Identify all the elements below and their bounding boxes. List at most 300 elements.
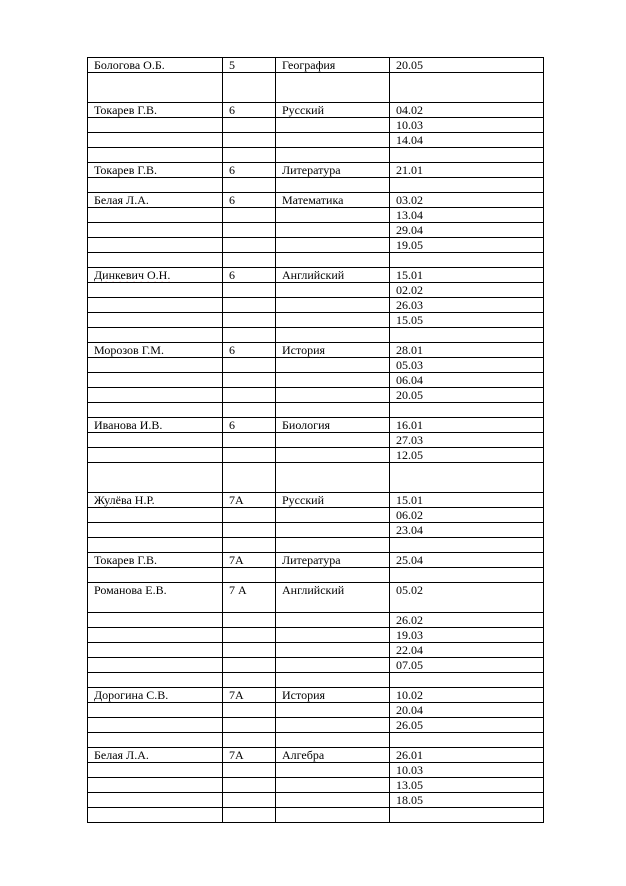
teacher-cell bbox=[88, 163, 223, 178]
table-row bbox=[88, 643, 544, 658]
teacher-cell bbox=[88, 148, 223, 163]
subject-cell bbox=[276, 58, 390, 73]
table-row bbox=[88, 358, 544, 373]
grade-cell bbox=[223, 733, 276, 748]
teacher-cell bbox=[88, 253, 223, 268]
teacher-cell bbox=[88, 673, 223, 688]
table-row bbox=[88, 778, 544, 793]
subject-cell bbox=[276, 223, 390, 238]
date-cell-text: 16.01 bbox=[396, 418, 423, 432]
date-cell-text: 15.05 bbox=[396, 313, 423, 327]
date-cell-text: 07.05 bbox=[396, 658, 423, 672]
table-row bbox=[88, 673, 544, 688]
date-cell-text: 20.05 bbox=[396, 58, 423, 72]
date-cell-text: 26.02 bbox=[396, 613, 423, 627]
grade-cell bbox=[223, 193, 276, 208]
table-row bbox=[88, 508, 544, 523]
date-cell bbox=[390, 178, 544, 193]
subject-cell bbox=[276, 553, 390, 568]
date-cell bbox=[390, 238, 544, 253]
grade-cell-text: 7А bbox=[229, 688, 244, 702]
date-cell-text: 10.03 bbox=[396, 118, 423, 132]
grade-cell bbox=[223, 178, 276, 193]
table-row bbox=[88, 148, 544, 163]
date-cell-text: 25.04 bbox=[396, 553, 423, 567]
grade-cell-text: 6 bbox=[229, 343, 235, 357]
teacher-cell bbox=[88, 748, 223, 763]
grade-cell bbox=[223, 568, 276, 583]
grade-cell bbox=[223, 358, 276, 373]
date-cell bbox=[390, 268, 544, 283]
teacher-cell bbox=[88, 448, 223, 463]
grade-cell bbox=[223, 463, 276, 493]
table-row bbox=[88, 763, 544, 778]
date-cell-text: 06.02 bbox=[396, 508, 423, 522]
subject-cell bbox=[276, 778, 390, 793]
teacher-cell bbox=[88, 343, 223, 358]
teacher-cell bbox=[88, 418, 223, 433]
subject-cell bbox=[276, 703, 390, 718]
grade-cell bbox=[223, 238, 276, 253]
subject-cell bbox=[276, 313, 390, 328]
subject-cell bbox=[276, 328, 390, 343]
grade-cell bbox=[223, 283, 276, 298]
grade-cell bbox=[223, 538, 276, 553]
table-row bbox=[88, 343, 544, 358]
teacher-cell bbox=[88, 793, 223, 808]
date-cell bbox=[390, 508, 544, 523]
date-cell bbox=[390, 253, 544, 268]
teacher-cell bbox=[88, 778, 223, 793]
subject-cell bbox=[276, 673, 390, 688]
subject-cell bbox=[276, 448, 390, 463]
schedule-table-body bbox=[88, 58, 544, 823]
table-row bbox=[88, 163, 544, 178]
subject-cell-text: Английский bbox=[282, 583, 345, 597]
grade-cell bbox=[223, 448, 276, 463]
teacher-cell bbox=[88, 208, 223, 223]
date-cell bbox=[390, 358, 544, 373]
teacher-cell bbox=[88, 178, 223, 193]
date-cell-text: 27.03 bbox=[396, 433, 423, 447]
date-cell bbox=[390, 208, 544, 223]
subject-cell bbox=[276, 433, 390, 448]
teacher-cell bbox=[88, 193, 223, 208]
grade-cell bbox=[223, 643, 276, 658]
subject-cell-text: Алгебра bbox=[282, 748, 325, 762]
date-cell bbox=[390, 448, 544, 463]
subject-cell bbox=[276, 733, 390, 748]
grade-cell bbox=[223, 763, 276, 778]
subject-cell-text: Русский bbox=[282, 103, 324, 117]
teacher-cell bbox=[88, 133, 223, 148]
teacher-cell bbox=[88, 523, 223, 538]
subject-cell bbox=[276, 73, 390, 103]
teacher-cell bbox=[88, 733, 223, 748]
grade-cell bbox=[223, 628, 276, 643]
teacher-cell-text: Динкевич О.Н. bbox=[94, 268, 171, 282]
table-row bbox=[88, 718, 544, 733]
date-cell bbox=[390, 628, 544, 643]
grade-cell-text: 6 bbox=[229, 163, 235, 177]
date-cell bbox=[390, 148, 544, 163]
table-row bbox=[88, 328, 544, 343]
table-row bbox=[88, 253, 544, 268]
date-cell-text: 28.01 bbox=[396, 343, 423, 357]
date-cell-text: 18.05 bbox=[396, 793, 423, 807]
grade-cell bbox=[223, 418, 276, 433]
grade-cell bbox=[223, 658, 276, 673]
table-row bbox=[88, 223, 544, 238]
subject-cell bbox=[276, 118, 390, 133]
grade-cell bbox=[223, 313, 276, 328]
date-cell-text: 26.05 bbox=[396, 718, 423, 732]
date-cell bbox=[390, 493, 544, 508]
teacher-cell bbox=[88, 103, 223, 118]
subject-cell bbox=[276, 628, 390, 643]
date-cell-text: 12.05 bbox=[396, 448, 423, 462]
date-cell-text: 23.04 bbox=[396, 523, 423, 537]
grade-cell-text: 6 bbox=[229, 193, 235, 207]
teacher-cell bbox=[88, 373, 223, 388]
teacher-cell-text: Иванова И.В. bbox=[94, 418, 163, 432]
date-cell-text: 05.02 bbox=[396, 583, 423, 597]
grade-cell bbox=[223, 403, 276, 418]
subject-cell-text: География bbox=[282, 58, 336, 72]
date-cell-text: 13.04 bbox=[396, 208, 423, 222]
table-row bbox=[88, 553, 544, 568]
table-row bbox=[88, 118, 544, 133]
table-row bbox=[88, 523, 544, 538]
teacher-cell bbox=[88, 58, 223, 73]
grade-cell bbox=[223, 223, 276, 238]
table-row bbox=[88, 208, 544, 223]
subject-cell bbox=[276, 808, 390, 823]
teacher-cell bbox=[88, 268, 223, 283]
date-cell bbox=[390, 718, 544, 733]
date-cell bbox=[390, 313, 544, 328]
date-cell bbox=[390, 193, 544, 208]
teacher-cell-text: Романова Е.В. bbox=[94, 583, 167, 597]
subject-cell-text: История bbox=[282, 343, 326, 357]
teacher-cell bbox=[88, 223, 223, 238]
subject-cell bbox=[276, 523, 390, 538]
grade-cell-text: 6 bbox=[229, 103, 235, 117]
date-cell bbox=[390, 658, 544, 673]
teacher-cell bbox=[88, 298, 223, 313]
date-cell bbox=[390, 433, 544, 448]
date-cell bbox=[390, 343, 544, 358]
date-cell bbox=[390, 733, 544, 748]
teacher-cell-text: Белая Л.А. bbox=[94, 748, 149, 762]
teacher-cell-text: Токарев Г.В. bbox=[94, 553, 157, 567]
grade-cell bbox=[223, 118, 276, 133]
teacher-cell bbox=[88, 283, 223, 298]
date-cell-text: 10.02 bbox=[396, 688, 423, 702]
grade-cell bbox=[223, 553, 276, 568]
teacher-cell bbox=[88, 388, 223, 403]
teacher-cell bbox=[88, 613, 223, 628]
date-cell bbox=[390, 553, 544, 568]
subject-cell bbox=[276, 463, 390, 493]
grade-cell bbox=[223, 808, 276, 823]
subject-cell bbox=[276, 493, 390, 508]
teacher-cell bbox=[88, 628, 223, 643]
teacher-cell bbox=[88, 553, 223, 568]
grade-cell bbox=[223, 778, 276, 793]
teacher-cell-text: Морозов Г.М. bbox=[94, 343, 164, 357]
subject-cell bbox=[276, 643, 390, 658]
grade-cell bbox=[223, 298, 276, 313]
grade-cell bbox=[223, 388, 276, 403]
date-cell bbox=[390, 748, 544, 763]
date-cell-text: 29.04 bbox=[396, 223, 423, 237]
subject-cell bbox=[276, 763, 390, 778]
subject-cell bbox=[276, 193, 390, 208]
date-cell bbox=[390, 118, 544, 133]
date-cell bbox=[390, 58, 544, 73]
date-cell bbox=[390, 403, 544, 418]
date-cell-text: 22.04 bbox=[396, 643, 423, 657]
teacher-cell bbox=[88, 73, 223, 103]
grade-cell bbox=[223, 523, 276, 538]
date-cell-text: 19.05 bbox=[396, 238, 423, 252]
teacher-cell-text: Белая Л.А. bbox=[94, 193, 149, 207]
grade-cell-text: 6 bbox=[229, 418, 235, 432]
date-cell-text: 13.05 bbox=[396, 778, 423, 792]
date-cell bbox=[390, 73, 544, 103]
grade-cell bbox=[223, 493, 276, 508]
table-row bbox=[88, 628, 544, 643]
date-cell-text: 26.01 bbox=[396, 748, 423, 762]
grade-cell bbox=[223, 718, 276, 733]
teacher-cell bbox=[88, 463, 223, 493]
subject-cell bbox=[276, 403, 390, 418]
grade-cell bbox=[223, 208, 276, 223]
table-row bbox=[88, 688, 544, 703]
grade-cell bbox=[223, 433, 276, 448]
subject-cell bbox=[276, 388, 390, 403]
teacher-cell bbox=[88, 643, 223, 658]
table-row bbox=[88, 73, 544, 103]
grade-cell bbox=[223, 373, 276, 388]
date-cell-text: 04.02 bbox=[396, 103, 423, 117]
teacher-cell bbox=[88, 403, 223, 418]
subject-cell-text: Английский bbox=[282, 268, 345, 282]
grade-cell bbox=[223, 73, 276, 103]
date-cell bbox=[390, 688, 544, 703]
grade-cell-text: 7А bbox=[229, 493, 244, 507]
table-row bbox=[88, 133, 544, 148]
table-row bbox=[88, 463, 544, 493]
subject-cell bbox=[276, 538, 390, 553]
table-row bbox=[88, 448, 544, 463]
subject-cell bbox=[276, 718, 390, 733]
table-row bbox=[88, 538, 544, 553]
table-row bbox=[88, 493, 544, 508]
subject-cell bbox=[276, 178, 390, 193]
date-cell bbox=[390, 103, 544, 118]
grade-cell bbox=[223, 673, 276, 688]
date-cell bbox=[390, 703, 544, 718]
date-cell bbox=[390, 163, 544, 178]
table-row bbox=[88, 388, 544, 403]
date-cell-text: 14.04 bbox=[396, 133, 423, 147]
subject-cell bbox=[276, 583, 390, 613]
date-cell bbox=[390, 223, 544, 238]
date-cell bbox=[390, 538, 544, 553]
table-row bbox=[88, 733, 544, 748]
subject-cell-text: Литература bbox=[282, 553, 341, 567]
teacher-cell bbox=[88, 718, 223, 733]
table-row bbox=[88, 103, 544, 118]
grade-cell bbox=[223, 508, 276, 523]
subject-cell-text: Русский bbox=[282, 493, 324, 507]
table-row bbox=[88, 793, 544, 808]
subject-cell bbox=[276, 208, 390, 223]
teacher-cell bbox=[88, 313, 223, 328]
grade-cell bbox=[223, 133, 276, 148]
date-cell bbox=[390, 133, 544, 148]
teacher-cell bbox=[88, 433, 223, 448]
table-row bbox=[88, 703, 544, 718]
date-cell bbox=[390, 418, 544, 433]
date-cell bbox=[390, 583, 544, 613]
grade-cell bbox=[223, 148, 276, 163]
date-cell bbox=[390, 673, 544, 688]
teacher-cell bbox=[88, 538, 223, 553]
teacher-cell bbox=[88, 328, 223, 343]
teacher-cell-text: Бологова О.Б. bbox=[94, 58, 165, 72]
date-cell-text: 19.03 bbox=[396, 628, 423, 642]
subject-cell bbox=[276, 418, 390, 433]
table-row bbox=[88, 658, 544, 673]
table-row bbox=[88, 568, 544, 583]
subject-cell bbox=[276, 358, 390, 373]
table-row bbox=[88, 58, 544, 73]
teacher-cell bbox=[88, 118, 223, 133]
table-row bbox=[88, 313, 544, 328]
date-cell bbox=[390, 793, 544, 808]
grade-cell bbox=[223, 583, 276, 613]
table-row bbox=[88, 748, 544, 763]
grade-cell bbox=[223, 253, 276, 268]
table-row bbox=[88, 373, 544, 388]
table-row bbox=[88, 268, 544, 283]
subject-cell bbox=[276, 298, 390, 313]
date-cell bbox=[390, 763, 544, 778]
date-cell bbox=[390, 613, 544, 628]
subject-cell bbox=[276, 103, 390, 118]
teacher-cell-text: Жулёва Н.Р. bbox=[94, 493, 155, 507]
date-cell-text: 21.01 bbox=[396, 163, 423, 177]
subject-cell bbox=[276, 658, 390, 673]
schedule-table bbox=[87, 57, 544, 823]
table-row bbox=[88, 178, 544, 193]
date-cell-text: 05.03 bbox=[396, 358, 423, 372]
date-cell-text: 20.05 bbox=[396, 388, 423, 402]
teacher-cell bbox=[88, 703, 223, 718]
date-cell-text: 10.03 bbox=[396, 763, 423, 777]
teacher-cell bbox=[88, 658, 223, 673]
date-cell bbox=[390, 388, 544, 403]
date-cell bbox=[390, 283, 544, 298]
teacher-cell-text: Дорогина С.В. bbox=[94, 688, 169, 702]
date-cell-text: 03.02 bbox=[396, 193, 423, 207]
grade-cell bbox=[223, 613, 276, 628]
subject-cell bbox=[276, 238, 390, 253]
teacher-cell bbox=[88, 763, 223, 778]
teacher-cell bbox=[88, 493, 223, 508]
grade-cell bbox=[223, 688, 276, 703]
subject-cell bbox=[276, 793, 390, 808]
date-cell-text: 02.02 bbox=[396, 283, 423, 297]
table-row bbox=[88, 433, 544, 448]
grade-cell bbox=[223, 793, 276, 808]
table-row bbox=[88, 283, 544, 298]
grade-cell bbox=[223, 748, 276, 763]
teacher-cell bbox=[88, 358, 223, 373]
teacher-cell bbox=[88, 508, 223, 523]
subject-cell bbox=[276, 283, 390, 298]
date-cell bbox=[390, 523, 544, 538]
grade-cell-text: 7 А bbox=[229, 583, 247, 597]
table-row bbox=[88, 418, 544, 433]
grade-cell bbox=[223, 163, 276, 178]
table-row bbox=[88, 298, 544, 313]
teacher-cell bbox=[88, 238, 223, 253]
date-cell bbox=[390, 808, 544, 823]
date-cell bbox=[390, 463, 544, 493]
table-row bbox=[88, 193, 544, 208]
teacher-cell bbox=[88, 583, 223, 613]
subject-cell-text: История bbox=[282, 688, 326, 702]
grade-cell-text: 5 bbox=[229, 58, 235, 72]
subject-cell-text: Биология bbox=[282, 418, 331, 432]
date-cell bbox=[390, 373, 544, 388]
table-row bbox=[88, 238, 544, 253]
date-cell-text: 15.01 bbox=[396, 268, 423, 282]
grade-cell bbox=[223, 343, 276, 358]
grade-cell bbox=[223, 328, 276, 343]
subject-cell bbox=[276, 568, 390, 583]
teacher-cell bbox=[88, 688, 223, 703]
subject-cell bbox=[276, 163, 390, 178]
subject-cell-text: Литература bbox=[282, 163, 341, 177]
subject-cell bbox=[276, 148, 390, 163]
teacher-cell bbox=[88, 568, 223, 583]
subject-cell bbox=[276, 373, 390, 388]
subject-cell bbox=[276, 268, 390, 283]
date-cell-text: 15.01 bbox=[396, 493, 423, 507]
subject-cell bbox=[276, 508, 390, 523]
document-page bbox=[87, 57, 543, 823]
subject-cell bbox=[276, 748, 390, 763]
date-cell-text: 20.04 bbox=[396, 703, 423, 717]
table-row bbox=[88, 403, 544, 418]
subject-cell bbox=[276, 253, 390, 268]
subject-cell bbox=[276, 688, 390, 703]
subject-cell bbox=[276, 343, 390, 358]
subject-cell-text: Математика bbox=[282, 193, 344, 207]
teacher-cell-text: Токарев Г.В. bbox=[94, 103, 157, 117]
grade-cell bbox=[223, 703, 276, 718]
grade-cell-text: 7А bbox=[229, 748, 244, 762]
subject-cell bbox=[276, 133, 390, 148]
date-cell-text: 26.03 bbox=[396, 298, 423, 312]
teacher-cell bbox=[88, 808, 223, 823]
teacher-cell-text: Токарев Г.В. bbox=[94, 163, 157, 177]
